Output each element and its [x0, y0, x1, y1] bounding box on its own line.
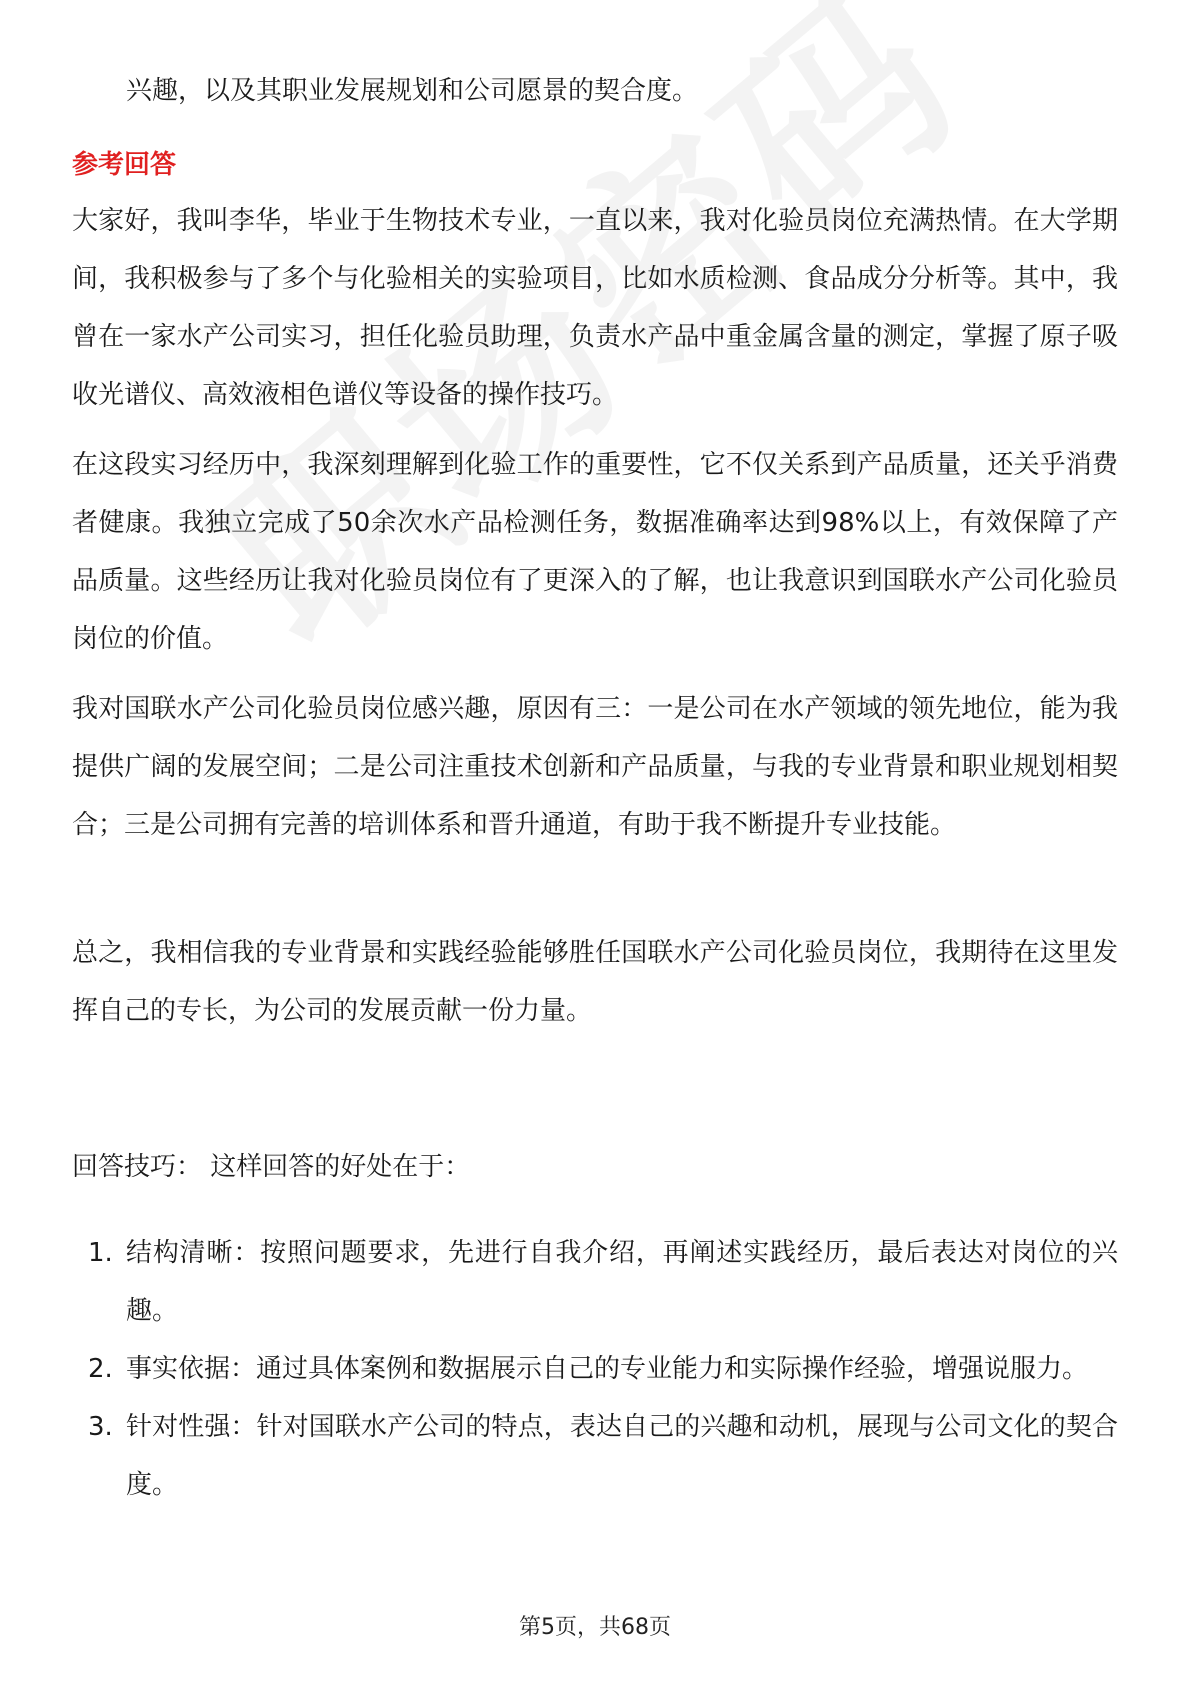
paragraph-internship: 在这段实习经历中，我深刻理解到化验工作的重要性，它不仅关系到产品质量，还关乎消费者健康。我独立完成了50余次水产品检测任务，数据准确率达到98%以上，有效保障了产品质量。这些经历让我对化验员岗位有了更深入的了解，也让我意识到国联水产公司化验员岗位的价值。 [72, 450, 1118, 654]
page-footer: 第5页，共68页 [519, 1615, 671, 1640]
list-item [72, 1340, 1118, 1398]
paragraph-conclusion: 总之，我相信我的专业背景和实践经验能够胜任国联水产公司化验员岗位，我期待在这里发挥自己的专长，为公司的发展贡献一份力量。 [72, 938, 1118, 1026]
paragraph-intro: 大家好，我叫李华，毕业于生物技术专业，一直以来，我对化验员岗位充满热情。在大学期间，我积极参与了多个与化验相关的实验项目，比如水质检测、食品成分分析等。其中，我曾在一家水产公司实习，担任化验员助理，负责水产品中重金属含量的测定，掌握了原子吸收光谱仪、高效液相色谱仪等设备的操作技巧。 [72, 206, 1118, 410]
tips-list [72, 1224, 1118, 1514]
tips-title: 回答技巧： 这样回答的好处在于： [72, 1152, 471, 1182]
list-item [72, 1224, 1118, 1340]
continuation-text: 兴趣，以及其职业发展规划和公司愿景的契合度。 [126, 76, 699, 106]
document-page [72, 0, 1118, 1684]
list-number: 2. [88, 1354, 113, 1384]
answer-heading: 参考回答 [72, 150, 177, 180]
list-item-text: 事实依据：通过具体案例和数据展示自己的专业能力和实际操作经验，增强说服力。 [126, 1354, 1089, 1384]
list-number: 1. [88, 1238, 113, 1268]
list-number: 3. [88, 1412, 113, 1442]
list-item-text: 结构清晰：按照问题要求，先进行自我介绍，再阐述实践经历，最后表达对岗位的兴趣。 [126, 1238, 1118, 1326]
list-item-text: 针对性强：针对国联水产公司的特点，表达自己的兴趣和动机，展现与公司文化的契合度。 [126, 1412, 1118, 1500]
list-item [72, 1398, 1118, 1514]
paragraph-interest: 我对国联水产公司化验员岗位感兴趣，原因有三：一是公司在水产领域的领先地位，能为我提供广阔的发展空间；二是公司注重技术创新和产品质量，与我的专业背景和职业规划相契合；三是公司拥有完善的培训体系和晋升通道，有助于我不断提升专业技能。 [72, 694, 1118, 840]
